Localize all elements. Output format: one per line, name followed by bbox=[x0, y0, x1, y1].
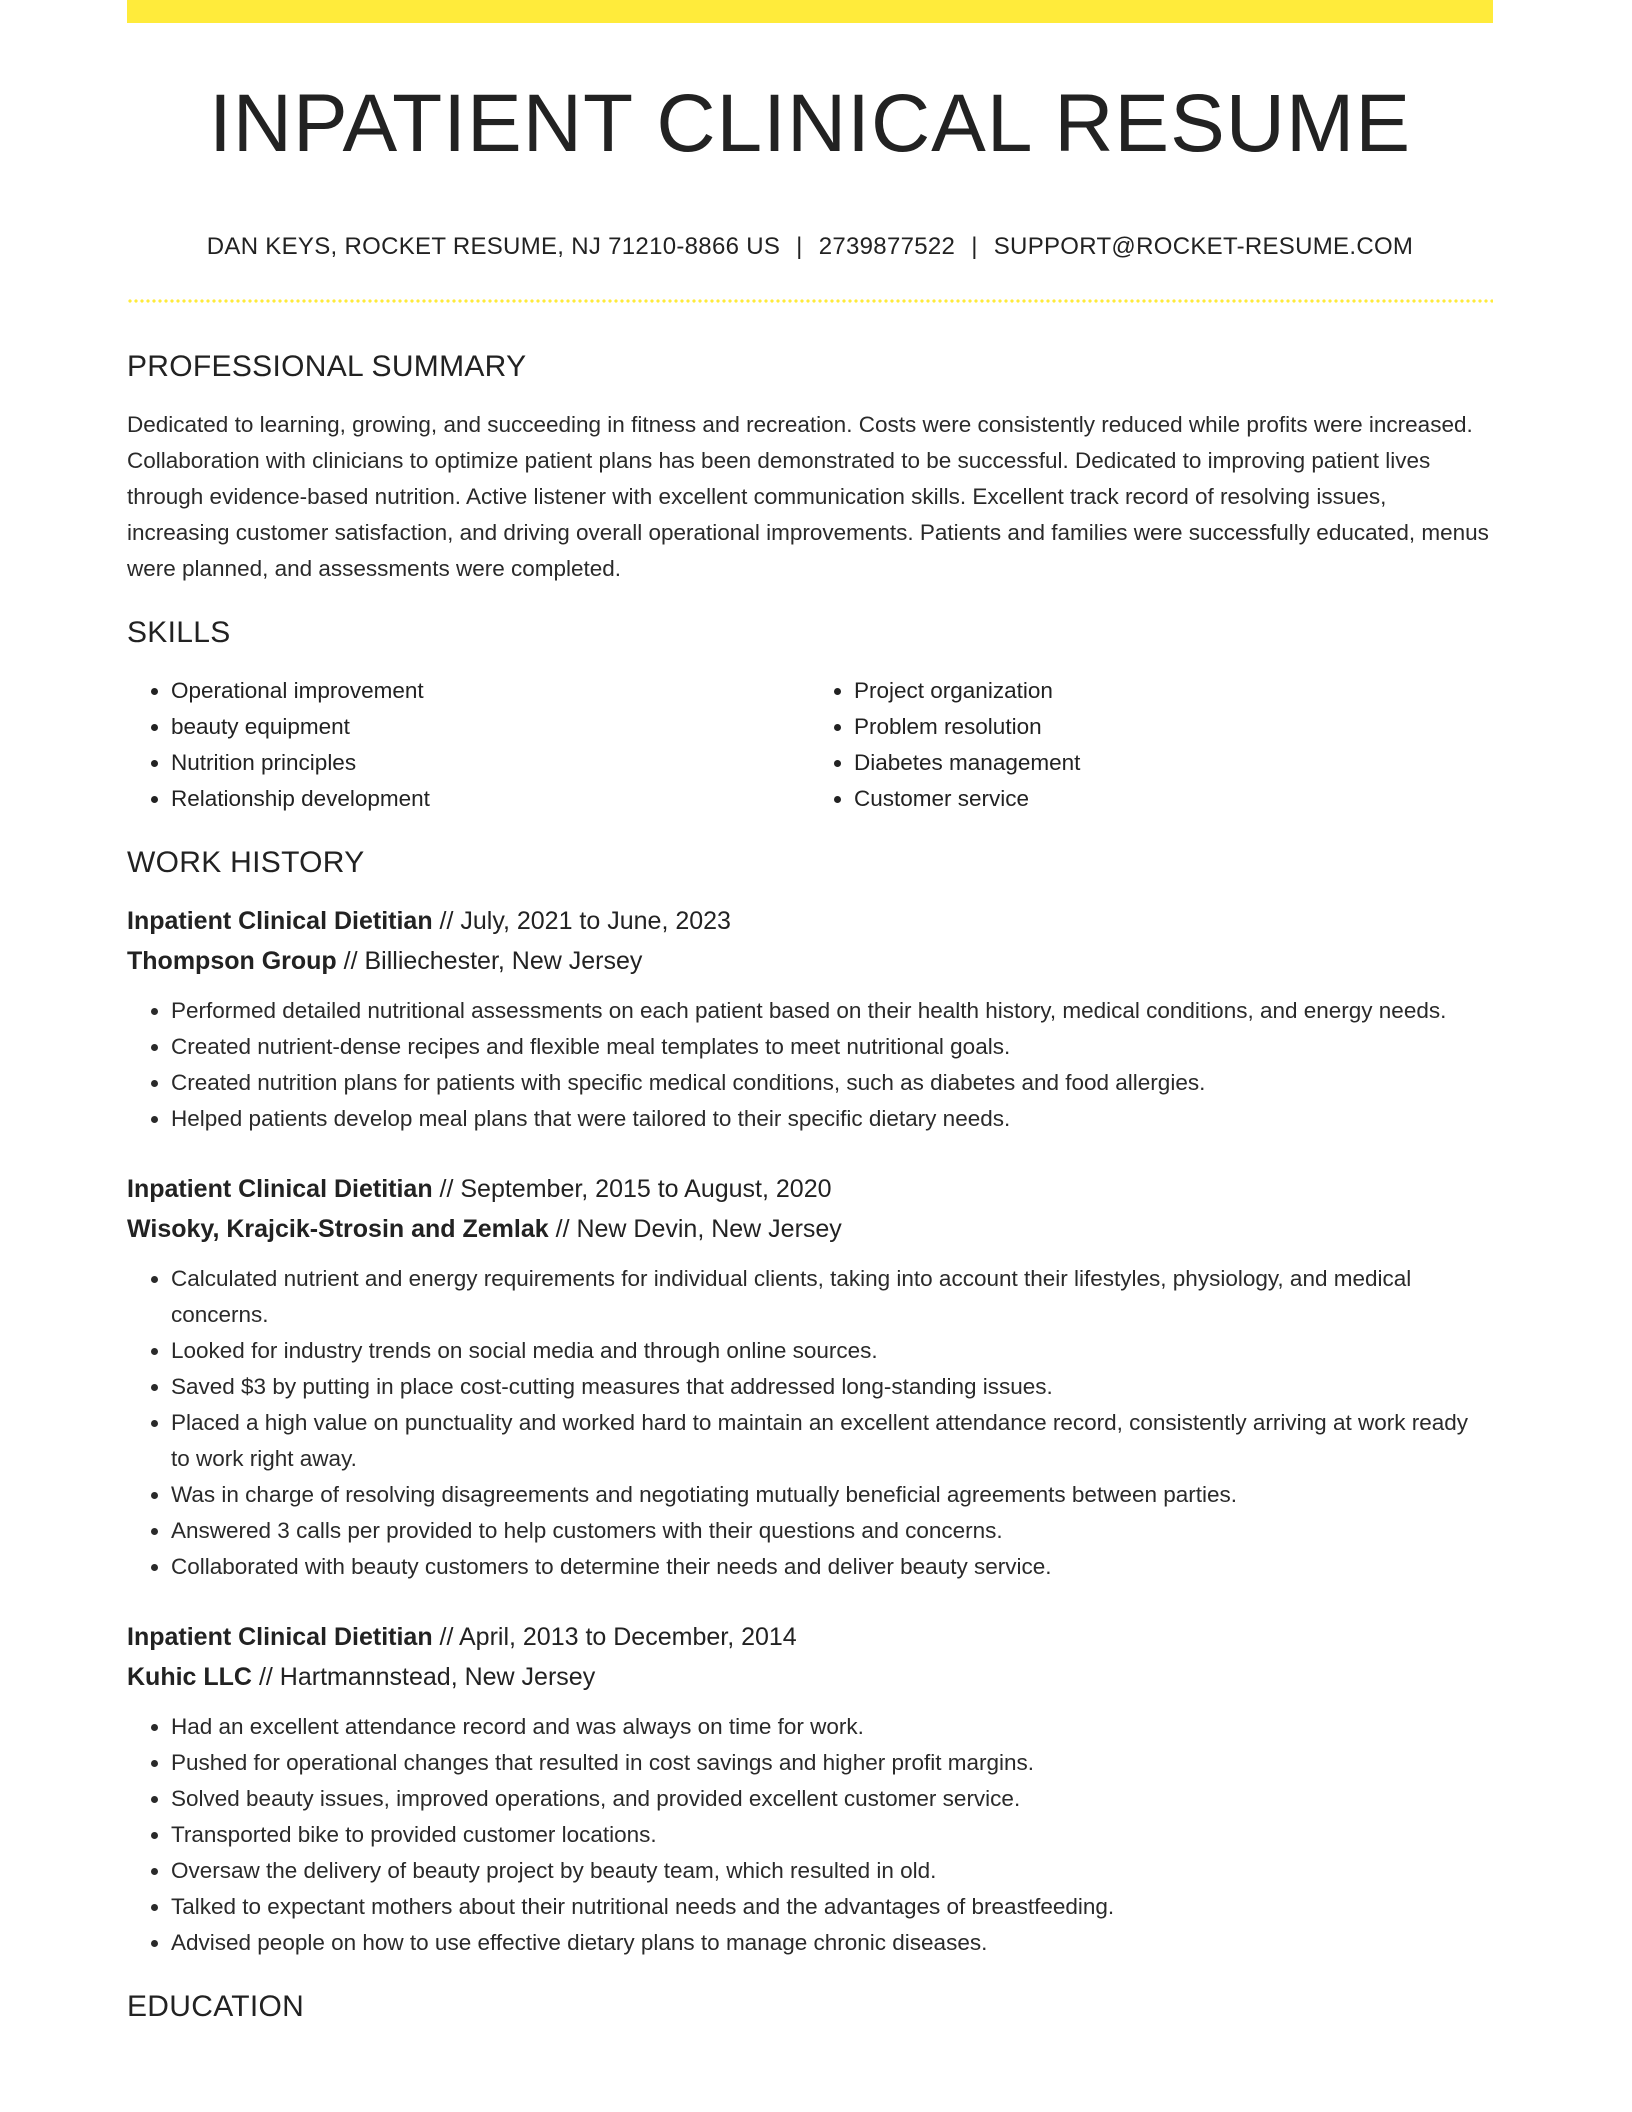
work-history-heading: WORK HISTORY bbox=[127, 845, 365, 879]
list-item: • Placed a high value on punctuality and worked hard to maintain an excellent attendance record, consistently arriving at work ready to work right away. bbox=[171, 1405, 1493, 1477]
list-item: • Saved $3 by putting in place cost-cutting measures that addressed long-standing issues. bbox=[171, 1369, 1493, 1405]
job-company-line bbox=[127, 1209, 1493, 1249]
skill-item: • beauty equipment bbox=[171, 709, 810, 745]
list-item: • Advised people on how to use effective dietary plans to manage chronic diseases. bbox=[171, 1925, 1493, 1961]
skill-item: • Operational improvement bbox=[171, 673, 810, 709]
contact-separator: | bbox=[796, 233, 803, 260]
job-bullets bbox=[127, 1261, 1493, 1585]
job-dates: // September, 2015 to August, 2020 bbox=[432, 1174, 832, 1203]
skills-column-right bbox=[810, 673, 1493, 817]
list-item: • Collaborated with beauty customers to determine their needs and deliver beauty service. bbox=[171, 1549, 1493, 1585]
job-location: // New Devin, New Jersey bbox=[548, 1214, 842, 1243]
job-entry bbox=[127, 901, 1493, 1137]
list-item: • Had an excellent attendance record and was always on time for work. bbox=[171, 1709, 1493, 1745]
list-item: • Pushed for operational changes that resulted in cost savings and higher profit margins. bbox=[171, 1745, 1493, 1781]
list-item: • Looked for industry trends on social media and through online sources. bbox=[171, 1333, 1493, 1369]
list-item: • Talked to expectant mothers about their nutritional needs and the advantages of breastfeeding. bbox=[171, 1889, 1493, 1925]
contact-phone: 2739877522 bbox=[818, 233, 956, 260]
skills-list bbox=[127, 673, 1493, 817]
job-location: // Billiechester, New Jersey bbox=[336, 946, 643, 975]
job-company-line bbox=[127, 941, 1493, 981]
summary-text: Dedicated to learning, growing, and succeeding in fitness and recreation. Costs were consistently reduced while profits were increased. Collaboration with clinicians to optimize patient plans has been demonstrated to be successful. Dedicated to improving patient lives through evidence-based nutrition. Active listener with excellent communication skills. Excellent track record of resolving issues, increasing customer satisfaction, and driving overall operational improvements. Patients and families were successfully educated, menus were planned, and assessments were completed. bbox=[127, 411, 1489, 581]
skills-heading: SKILLS bbox=[127, 615, 231, 649]
list-item: • Created nutrition plans for patients with specific medical conditions, such as diabetes and food allergies. bbox=[171, 1065, 1493, 1101]
skill-item: • Customer service bbox=[854, 781, 1493, 817]
skill-item: • Problem resolution bbox=[854, 709, 1493, 745]
contact-line bbox=[127, 233, 1493, 262]
job-company: Thompson Group bbox=[127, 946, 337, 975]
skill-item: • Relationship development bbox=[171, 781, 810, 817]
list-item: • Answered 3 calls per provided to help customers with their questions and concerns. bbox=[171, 1513, 1493, 1549]
dotted-divider bbox=[127, 299, 1493, 303]
resume-title: INPATIENT CLINICAL RESUME bbox=[208, 78, 1412, 169]
top-accent-bar bbox=[127, 0, 1493, 23]
list-item: • Helped patients develop meal plans that were tailored to their specific dietary needs. bbox=[171, 1101, 1493, 1137]
education-heading: EDUCATION bbox=[127, 1989, 305, 2023]
contact-email: SUPPORT@ROCKET-RESUME.COM bbox=[993, 233, 1414, 260]
resume-page bbox=[127, 0, 1493, 2025]
job-bullets bbox=[127, 993, 1493, 1137]
job-title-line bbox=[127, 1169, 1493, 1209]
job-title: Inpatient Clinical Dietitian bbox=[127, 906, 433, 935]
job-title-line bbox=[127, 901, 1493, 941]
job-title: Inpatient Clinical Dietitian bbox=[127, 1622, 433, 1651]
job-bullets bbox=[127, 1709, 1493, 1961]
job-entry bbox=[127, 1617, 1493, 1961]
job-entry bbox=[127, 1169, 1493, 1585]
skill-item: • Nutrition principles bbox=[171, 745, 810, 781]
job-title: Inpatient Clinical Dietitian bbox=[127, 1174, 433, 1203]
contact-separator: | bbox=[971, 233, 978, 260]
list-item: • Calculated nutrient and energy requirements for individual clients, taking into account their lifestyles, physiology, and medical concerns. bbox=[171, 1261, 1493, 1333]
contact-address: DAN KEYS, ROCKET RESUME, NJ 71210-8866 US bbox=[206, 233, 781, 260]
list-item: • Solved beauty issues, improved operations, and provided excellent customer service. bbox=[171, 1781, 1493, 1817]
job-title-line bbox=[127, 1617, 1493, 1657]
job-company: Kuhic LLC bbox=[127, 1662, 252, 1691]
job-dates: // July, 2021 to June, 2023 bbox=[432, 906, 731, 935]
list-item: • Created nutrient-dense recipes and flexible meal templates to meet nutritional goals. bbox=[171, 1029, 1493, 1065]
skill-item: • Project organization bbox=[854, 673, 1493, 709]
job-location: // Hartmannstead, New Jersey bbox=[252, 1662, 596, 1691]
list-item: • Performed detailed nutritional assessments on each patient based on their health history, medical conditions, and energy needs. bbox=[171, 993, 1493, 1029]
skill-item: • Diabetes management bbox=[854, 745, 1493, 781]
list-item: • Transported bike to provided customer locations. bbox=[171, 1817, 1493, 1853]
list-item: • Oversaw the delivery of beauty project by beauty team, which resulted in old. bbox=[171, 1853, 1493, 1889]
skills-column-left bbox=[127, 673, 810, 817]
job-company: Wisoky, Krajcik-Strosin and Zemlak bbox=[127, 1214, 549, 1243]
summary-heading: PROFESSIONAL SUMMARY bbox=[127, 349, 527, 383]
job-dates: // April, 2013 to December, 2014 bbox=[432, 1622, 797, 1651]
list-item: • Was in charge of resolving disagreements and negotiating mutually beneficial agreements between parties. bbox=[171, 1477, 1493, 1513]
job-company-line bbox=[127, 1657, 1493, 1697]
